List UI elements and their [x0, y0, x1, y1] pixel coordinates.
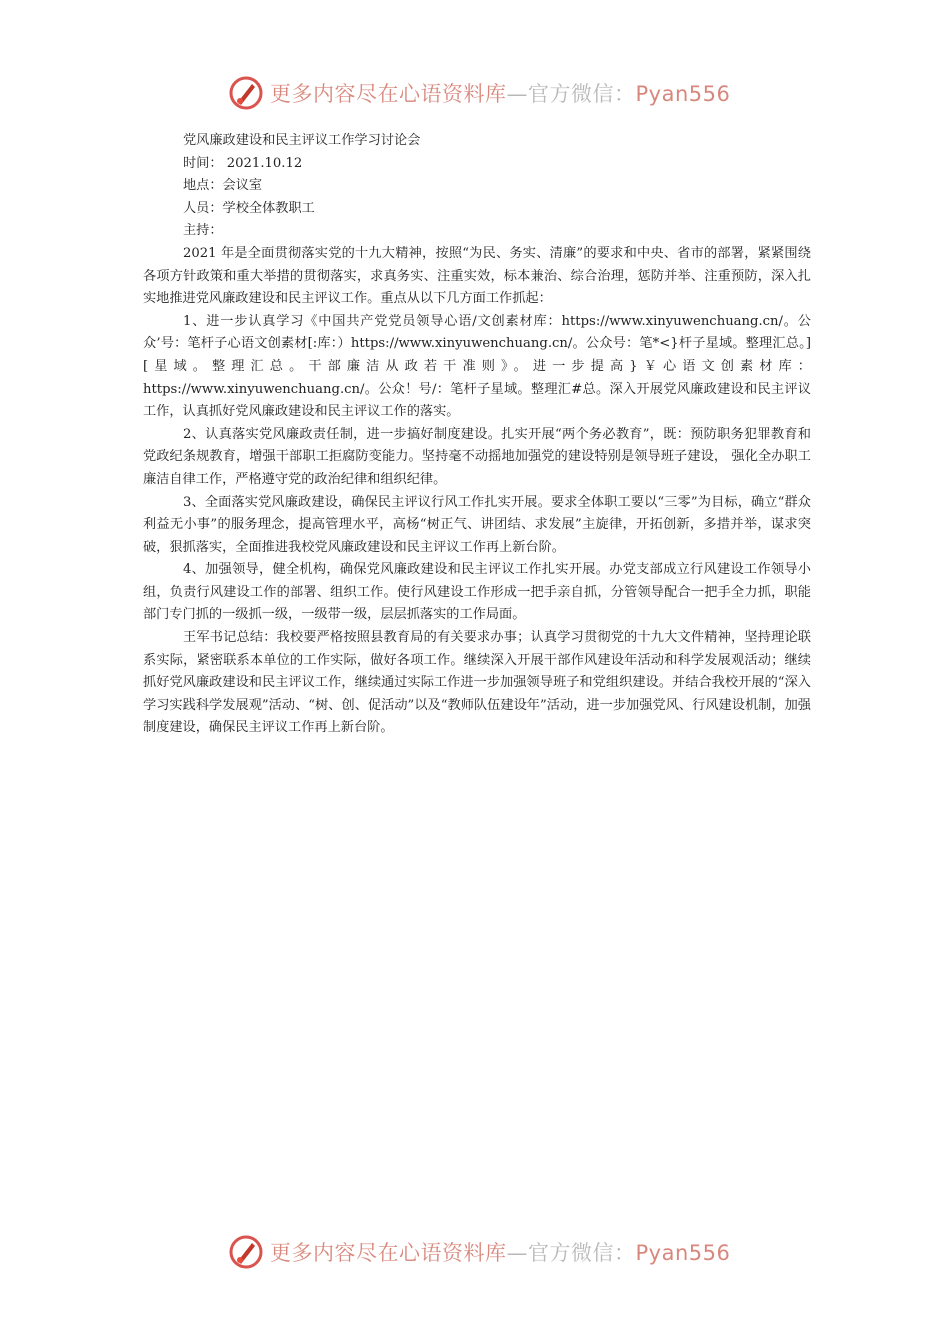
meeting-people: 人员：学校全体教职工: [183, 200, 315, 216]
banner-account: Pyan556: [635, 82, 731, 106]
red-brush-logo-icon: [228, 75, 264, 111]
banner-main-text: 更多内容尽在心语资料库: [270, 1241, 507, 1265]
paragraph-item-2: 2、认真落实党风廉政责任制，进一步搞好制度建设。扎实开展“两个务必教育”，既：预防职务犯罪教育和党政纪条规教育，增强干部职工拒腐防变能力。坚持毫不动摇地加强党的建设特别是领导班子建设， 强化全办职工廉洁自律工作，严格遵守党的政治纪律和组织纪律。: [143, 426, 811, 487]
meeting-place: 地点：会议室: [183, 178, 263, 194]
banner-text: [270, 78, 730, 108]
meeting-host: 主持：: [183, 223, 223, 239]
meeting-time: 时间： 2021.10.12: [183, 155, 303, 171]
banner-wechat-label: 官方微信：: [528, 82, 636, 106]
banner-wechat-label: 官方微信：: [528, 1241, 636, 1265]
header-banner: [228, 73, 748, 113]
banner-account: Pyan556: [635, 1241, 731, 1265]
paragraph-summary: 王军书记总结：我校要严格按照县教育局的有关要求办事；认真学习贯彻党的十九大文件精神，坚持理论联系实际，紧密联系本单位的工作实际，做好各项工作。继续深入开展干部作风建设年活动和科学发展观活动；继续抓好党风廉政建设和民主评议工作，继续通过实际工作进一步加强领导班子和党组织建设。并结合我校开展的“深入学习实践科学发展观”活动、“树、创、促活动”以及“教师队伍建设年”活动，进一步加强党风、行风建设机制，加强制度建设，确保民主评议工作再上新台阶。: [143, 630, 811, 736]
paragraph-item-3: 3、全面落实党风廉政建设，确保民主评议行风工作扎实开展。要求全体职工要以“三零”为目标，确立“群众利益无小事”的服务理念，提高管理水平，高杨“树正气、讲团结、求发展”主旋律，开拓创新，多措并举，谋求突破，狠抓落实，全面推进我校党风廉政建设和民主评议工作再上新台阶。: [143, 494, 811, 555]
footer-banner: [228, 1232, 748, 1272]
paragraph-item-1: 1、进一步认真学习《中国共产党党员领导心语/文创素材库：https://www.xinyuwenchuang.cn/。公众’号：笔杆子心语文创素材[:库：）https://www.xinyuwenchuang.cn/。公众号：笔*<}杆子星域。整理汇总。][星域。整理汇总。干部廉洁从政若干准则》。进一步提高}￥心语文创素材库：https://www.xinyuwenchuang.cn/。公众！号/：笔杆子星域。整理汇#总。深入开展党风廉政建设和民主评议工作，认真抓好党风廉政建设和民主评议工作的落实。: [143, 313, 811, 420]
paragraph-intro: 2021 年是全面贯彻落实党的十九大精神，按照“为民、务实、清廉”的要求和中央、省市的部署，紧紧围绕各项方针政策和重大举措的贯彻落实，求真务实、注重实效，标本兼治、综合治理，惩防并举、注重预防，深入扎实地推进党风廉政建设和民主评议工作。重点从以下几方面工作抓起：: [143, 245, 811, 307]
banner-main-text: 更多内容尽在心语资料库: [270, 82, 507, 106]
document-body: [143, 130, 811, 740]
banner-separator: —: [506, 1241, 528, 1265]
banner-text: [270, 1237, 730, 1267]
paragraph-item-4: 4、加强领导，健全机构，确保党风廉政建设和民主评议工作扎实开展。办党支部成立行风建设工作领导小组，负责行风建设工作的部署、组织工作。使行风建设工作形成一把手亲自抓，分管领导配合一把手全力抓，职能部门专门抓的一级抓一级，一级带一级，层层抓落实的工作局面。: [143, 562, 811, 623]
document-title: 党风廉政建设和民主评议工作学习讨论会: [183, 133, 421, 148]
red-brush-logo-icon: [228, 1234, 264, 1270]
banner-separator: —: [506, 82, 528, 106]
